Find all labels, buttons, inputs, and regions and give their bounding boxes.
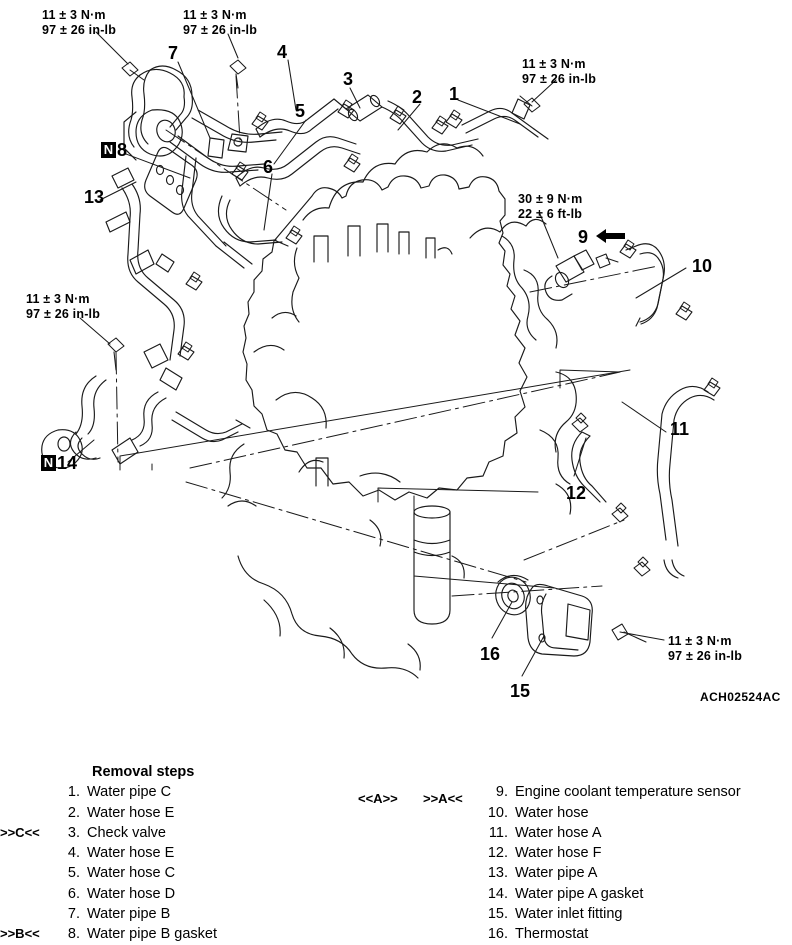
callout-4: 4 — [277, 42, 288, 62]
legend-mark: >>B<< — [0, 926, 40, 942]
legend-item-7 — [0, 904, 350, 924]
callout-10: 10 — [692, 256, 713, 276]
legend-label: Water hose E — [87, 845, 175, 862]
water-hose-a-11 — [657, 386, 714, 578]
callout-6: 6 — [263, 157, 274, 177]
n-badge-icon: N — [41, 455, 56, 471]
legend-number: 9. — [495, 784, 508, 801]
legend-label: Water pipe A — [515, 865, 598, 882]
legend-item-8 — [0, 924, 350, 944]
legend-mark: >>C<< — [0, 824, 40, 840]
legend-number: 12. — [487, 845, 508, 862]
legend-item-14 — [480, 884, 792, 904]
callout-16: 16 — [480, 644, 501, 664]
legend-number: 16. — [487, 926, 508, 943]
torque-spec-sensor: 30 ± 9 N·m 22 ± 6 ft-lb — [518, 192, 583, 221]
legend-number: 10. — [487, 804, 508, 821]
parts-legend — [0, 762, 792, 943]
legend-label: Water pipe C — [87, 784, 172, 801]
legend-number: 8. — [67, 926, 80, 943]
legend-item-2 — [0, 803, 350, 823]
torque-spec-top-middle: 11 ± 3 N·m 97 ± 26 in-lb — [183, 8, 258, 37]
water-pipe-c-1 — [462, 99, 548, 139]
legend-label: Water hose F — [515, 845, 602, 862]
drawing-reference-code: ACH02524AC — [700, 690, 781, 704]
legend-item-4 — [0, 843, 350, 863]
legend-label: Water hose D — [87, 885, 176, 902]
legend-label: Water hose — [515, 804, 589, 821]
torque-spec-top-right: 11 ± 3 N·m 97 ± 26 in-lb — [522, 57, 597, 86]
legend-number: 7. — [67, 906, 80, 923]
callout-5: 5 — [295, 101, 306, 121]
marker-n-8 — [101, 141, 127, 159]
legend-item-3 — [0, 823, 350, 843]
legend-label: Water pipe B gasket — [87, 926, 218, 943]
legend-item-11 — [480, 823, 792, 843]
alignment-axes — [116, 76, 658, 596]
legend-item-15 — [480, 904, 792, 924]
legend-label: Engine coolant temperature sensor — [515, 784, 741, 801]
legend-number: 15. — [487, 906, 508, 923]
legend-label: Water hose E — [87, 804, 175, 821]
legend-item-6 — [0, 884, 350, 904]
legend-left-column — [0, 762, 350, 945]
callout-11: 11 — [670, 419, 690, 439]
legend-title: Removal steps — [92, 764, 195, 780]
legend-number: 6. — [67, 885, 80, 902]
legend-mark-a-open: >>A<< — [423, 791, 463, 806]
callout-7: 7 — [168, 43, 179, 63]
legend-number: 11. — [488, 824, 508, 841]
hose-clamps — [178, 100, 720, 576]
thermostat-16 — [491, 572, 536, 619]
marker-n-8-label: 8 — [117, 140, 128, 160]
legend-item-9 — [480, 782, 792, 802]
torque-spec-bottom-right: 11 ± 3 N·m 97 ± 26 in-lb — [668, 634, 743, 663]
callout-12: 12 — [566, 483, 587, 503]
water-hose-d-6 — [218, 196, 288, 246]
legend-item-5 — [0, 863, 350, 883]
legend-number: 1. — [67, 784, 80, 801]
marker-n-14-label: 14 — [57, 453, 78, 473]
legend-label: Water pipe B — [87, 906, 171, 923]
legend-label: Thermostat — [515, 926, 589, 943]
leader-lines — [68, 32, 686, 676]
marker-n-14 — [41, 454, 77, 472]
legend-item-16 — [480, 924, 792, 944]
legend-number: 13. — [487, 865, 508, 882]
sensor-direction-arrow-icon — [596, 228, 626, 244]
torque-spec-top-left: 11 ± 3 N·m 97 ± 26 in-lb — [42, 8, 117, 37]
callout-2: 2 — [412, 87, 423, 107]
legend-item-1 — [0, 782, 350, 802]
assembly-guide-boxes — [120, 370, 630, 588]
legend-item-10 — [480, 803, 792, 823]
n-badge-icon: N — [101, 142, 116, 158]
legend-number: 3. — [67, 824, 80, 841]
callout-9: 9 — [578, 227, 589, 247]
legend-label: Water hose A — [515, 824, 602, 841]
water-hose-c-5 — [236, 137, 360, 186]
legend-number: 4. — [67, 845, 80, 862]
torque-spec-left-mid: 11 ± 3 N·m 97 ± 26 in-lb — [26, 292, 101, 321]
callout-15: 15 — [510, 681, 531, 701]
legend-label: Check valve — [87, 824, 166, 841]
engine-block-outline — [222, 144, 576, 678]
legend-item-13 — [480, 863, 792, 883]
legend-number: 14. — [487, 885, 508, 902]
legend-mark-a-close: <<A>> — [358, 791, 398, 806]
coolant-temperature-sensor-9 — [545, 250, 594, 300]
callout-3: 3 — [343, 69, 354, 89]
legend-label: Water hose C — [87, 865, 176, 882]
legend-label: Water inlet fitting — [515, 906, 623, 923]
callout-13: 13 — [84, 187, 105, 207]
legend-label: Water pipe A gasket — [515, 885, 644, 902]
legend-number: 2. — [67, 804, 80, 821]
legend-number: 5. — [67, 865, 80, 882]
legend-item-12 — [480, 843, 792, 863]
legend-right-column — [480, 762, 792, 945]
water-inlet-fitting-15 — [526, 584, 593, 656]
callout-1: 1 — [449, 84, 460, 104]
